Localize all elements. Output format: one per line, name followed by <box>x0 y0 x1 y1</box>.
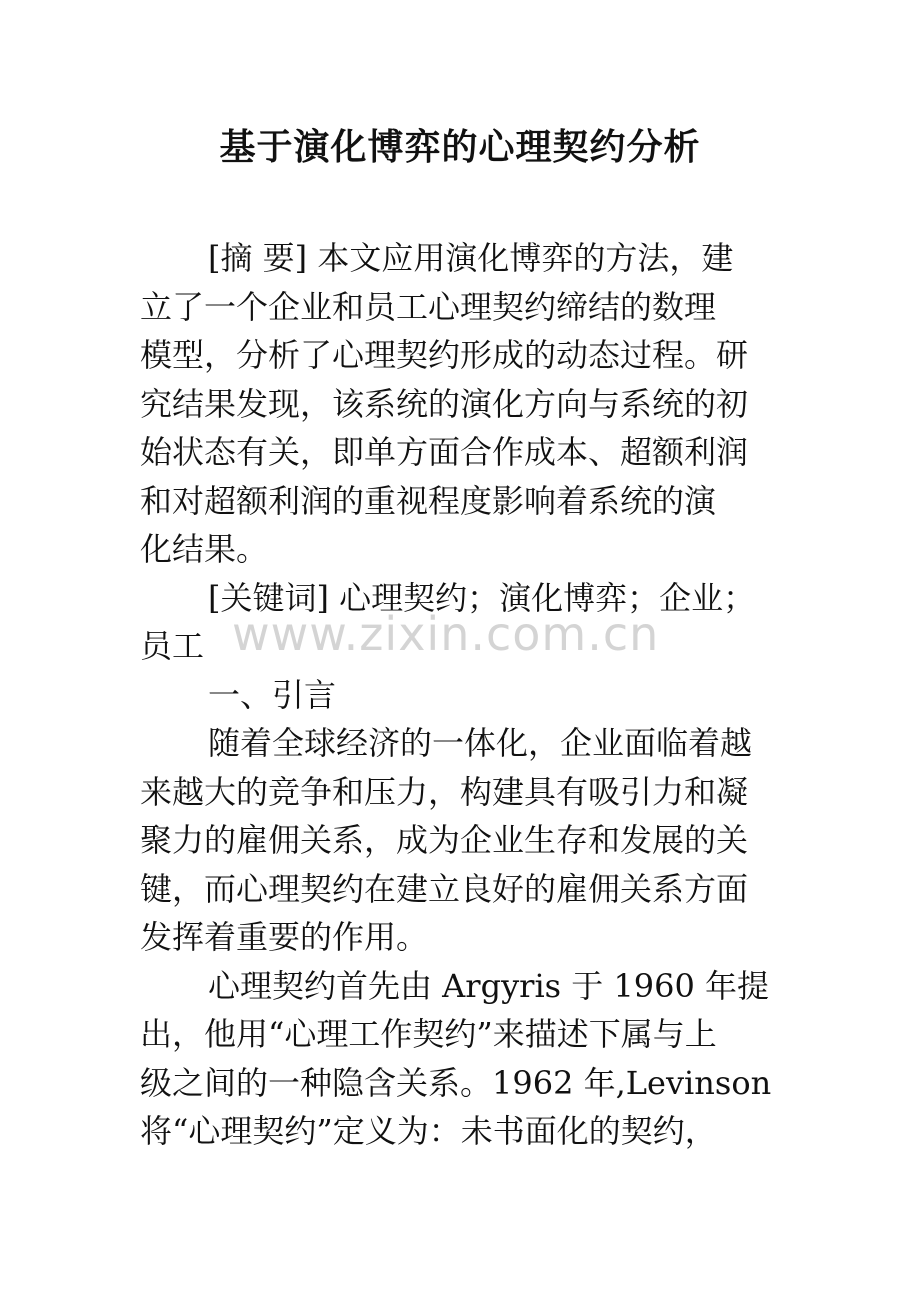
paragraph-line: 聚力的雇佣关系，成为企业生存和发展的关 <box>140 821 749 859</box>
paragraph-line: 发挥着重要的作用。 <box>140 918 429 956</box>
abstract-line: [摘 要] 本文应用演化博弈的方法，建 <box>208 239 734 277</box>
keywords-line: [关键词] 心理契约；演化博弈；企业； <box>208 578 756 617</box>
abstract-line: 和对超额利润的重视程度影响着系统的演 <box>140 481 717 520</box>
paragraph-line: 心理契约首先由 Argyris 于 1960 年提 <box>208 966 770 1005</box>
section-heading: 一、引言 <box>208 675 337 714</box>
abstract-line: 化结果。 <box>140 530 269 568</box>
paragraph-line: 来越大的竞争和压力，构建具有吸引力和凝 <box>140 772 749 811</box>
abstract-line: 模型，分析了心理契约形成的动态过程。研 <box>140 336 749 374</box>
abstract-line: 立了一个企业和员工心理契约缔结的数理 <box>140 287 717 326</box>
paragraph-line: 键，而心理契约在建立良好的雇佣关系方面 <box>140 869 749 908</box>
paragraph-line: 随着全球经济的一体化，企业面临着越 <box>208 724 753 762</box>
paragraph-line: 将“心理契约”定义为：未书面化的契约， <box>140 1112 717 1150</box>
document-title: 基于演化博弈的心理契约分析 <box>219 127 701 168</box>
abstract-line: 究结果发现，该系统的演化方向与系统的初 <box>140 384 749 423</box>
abstract-line: 始状态有关，即单方面合作成本、超额利润 <box>140 433 749 471</box>
paragraph-line: 出，他用“心理工作契约”来描述下属与上 <box>140 1015 717 1053</box>
keywords-line: 员工 <box>140 627 205 665</box>
watermark: www.zixin.com.cn <box>232 607 660 661</box>
paragraph-line: 级之间的一种隐含关系。1962 年,Levinson <box>140 1063 772 1102</box>
document-body <box>140 234 785 1156</box>
